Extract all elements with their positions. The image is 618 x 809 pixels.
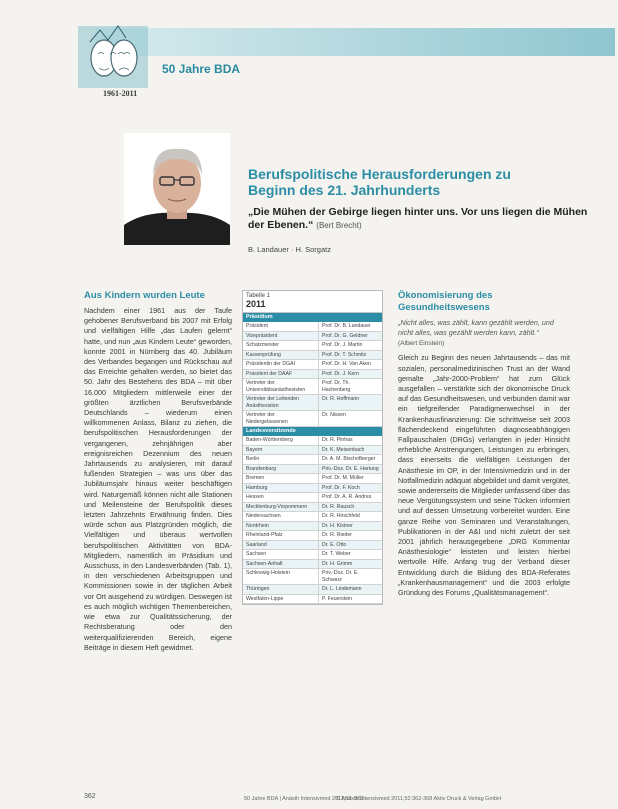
- table-row: [243, 493, 382, 503]
- table-row: [243, 446, 382, 456]
- table-cell-name: Dr. R. Rausch: [322, 503, 355, 510]
- table-body: [243, 313, 382, 604]
- table-row: [243, 351, 382, 361]
- table-year: 2011: [243, 299, 382, 313]
- table-cell-role: Baden-Württemberg: [243, 436, 319, 445]
- logo-years: 1961-2011: [103, 89, 138, 98]
- table-row: [243, 360, 382, 370]
- table-cell-role: Präsident der DAAF: [243, 370, 319, 379]
- table-cell-name: Dr. R. Hirschfeld: [322, 513, 360, 519]
- table-cell-name: Dr. R. Hoffmann: [322, 396, 360, 402]
- table-cell-name: Prof. Dr. F. Koch: [322, 484, 360, 491]
- table-cell-role: Vizepräsident: [243, 332, 319, 341]
- left-body: Nachdem einer 1961 aus der Taufe gehobener Berufsverband bis 2007 mit Erfolg und vielfältigen Hilfe „das Laufen gelernt“ hatte, und nun „aus Kindern Leute“ geworden, konnte 2001 in Nürnberg das 40. Jubiläum des Verbandes begangen und Rückschau auf das Erreichte gehalten werden, so bietet das 50. Jahr des Bestehens des BDA – mit über 16.000 Mitgliedern mittlerweile einer der größten ärztlichen Berufsverbände Deutschlands – wiederum einen willkommenen Anlass, Bilanz zu ziehen, die berufspolitischen Herausforderungen der vergangenen, zehnjährigen aber ereignisreichen Dezennium des neuen Jahrtausends zu analysieren, mit darauf fußenden Strategien – was uns über das Jubiläumsjahr hinaus weiter beschäftigen wird. Naturgemäß können nicht alle Stationen und Meilensteine der Berufspolitik dieses letzten Jahrzehnts Erwähnung finden. Dies würde schon aus Platzgründen möglich, die Vielfältigen und überaus wertvollen berufspolitischen Aktivitäten von BDA-Mitgliedern, namentlich im Präsidium und Ausschuss, in den Landesverbänden (Tab. 1), in den verschiedenen Arbeitsgruppen und Kommissionen sowie in der täglichen Arbeit vor Ort ausgehend zu würdigen. Deswegen ist es auch möglich wichtigen Themenbereichen, wie etwa zur Qualitätssicherung, der Rechtsberatung oder den weiterqualifizierenden Bereich, eigene Beiträge in diesem Heft gewidmet.: [84, 306, 232, 652]
- table-row: [243, 503, 382, 513]
- table-row: [243, 474, 382, 484]
- table-row: [243, 560, 382, 570]
- table-group-header: Landesvorsitzende: [243, 427, 382, 436]
- table-row: [243, 541, 382, 551]
- jubilee-label: 50 Jahre BDA: [162, 62, 241, 76]
- table-cell-role: Kassenprüfung: [243, 351, 319, 360]
- header-band: [95, 28, 615, 56]
- table-cell-role: Präsidentin der DGAI: [243, 360, 319, 369]
- table-cell-role: Westfalen-Lippe: [243, 595, 319, 604]
- table-group-header: Präsidium: [243, 313, 382, 322]
- table-cell-name: Dr. R. Rieder: [322, 532, 352, 538]
- table-cell-name: Dr. Nissen: [322, 412, 346, 418]
- table-cell-role: Berlin: [243, 455, 319, 464]
- footer-publisher: © Anästh Intensivmed 2011;52:362-368 Aktiv Druck & Verlag GmbH: [336, 796, 502, 802]
- table-cell-role: Schleswig-Holstein: [243, 569, 319, 584]
- table-cell-name: Dr. H. Grimm: [322, 560, 353, 567]
- table-row: [243, 455, 382, 465]
- table-row: [243, 411, 382, 427]
- quote-text: „Die Mühen der Gebirge liegen hinter uns. Vor uns liegen die Mühen der Ebenen.“: [248, 206, 588, 231]
- table-row: [243, 322, 382, 332]
- table-row: [243, 595, 382, 605]
- table-row: [243, 370, 382, 380]
- table-row: [243, 531, 382, 541]
- committee-table: [242, 290, 383, 605]
- table-row: [243, 436, 382, 446]
- table-cell-name: Priv.-Doz. Dr. E. Hartung: [322, 465, 379, 472]
- table-cell-name: Prof. Dr. T. Schmitz: [322, 351, 367, 358]
- table-row: [243, 332, 382, 342]
- table-cell-name: Dr. T. Weber: [322, 551, 351, 557]
- article-quote: [248, 206, 588, 232]
- table-cell-name: Dr. L. Lindemann: [322, 586, 362, 592]
- table-row: [243, 484, 382, 494]
- table-cell-role: Sachsen-Anhalt: [243, 560, 319, 569]
- article-authors: B. Landauer · H. Sorgatz: [248, 245, 331, 254]
- table-cell-name: Prof. Dr. B. Landauer: [322, 323, 371, 329]
- article-title: Berufspolitische Herausforderungen zu Beginn des 21. Jahrhunderts: [248, 166, 511, 198]
- table-cell-name: Prof. Dr. J. Martin: [322, 342, 363, 348]
- table-cell-role: Vertreter der Niedergelassenen: [243, 411, 319, 426]
- table-caption: Tabelle 1: [246, 293, 271, 299]
- table-cell-name: Dr. E. Otto: [322, 541, 347, 548]
- table-cell-role: Präsident: [243, 322, 319, 331]
- table-cell-name: Prof. Dr. H. Van Aken: [322, 361, 371, 367]
- table-cell-name: Prof. Dr. Th. Hachenberg: [322, 380, 351, 393]
- table-cell-name: Prof. Dr. A. R. Andres: [322, 494, 372, 500]
- table-cell-name: Dr. H. Kistner: [322, 522, 353, 529]
- table-row: [243, 585, 382, 595]
- table-cell-name: Dr. K. Meisenbach: [322, 446, 365, 453]
- table-cell-role: Schatzmeister: [243, 341, 319, 350]
- table-row: [243, 569, 382, 585]
- table-cell-role: Thüringen: [243, 585, 319, 594]
- table-row: [243, 512, 382, 522]
- table-cell-name: Prof. Dr. G. Geldner: [322, 332, 368, 339]
- footer-journal: 50 Jahre BDA | Anästh Intensivmed 2011;52: 362: [244, 796, 364, 802]
- table-cell-role: Mecklenburg-Vorpommern: [243, 503, 319, 512]
- table-cell-name: Dr. A. M. Bischofberger: [322, 456, 376, 462]
- right-heading: Ökonomisierung des Gesundheitswesens: [398, 290, 493, 313]
- table-cell-role: Hessen: [243, 493, 319, 502]
- table-cell-name: Dr. R. Pinhas: [322, 437, 353, 443]
- table-cell-role: Nordrhein: [243, 522, 319, 531]
- table-cell-name: Prof. Dr. M. Müller: [322, 475, 364, 481]
- page-number: 362: [84, 793, 96, 800]
- einstein-source: (Albert Einstein): [398, 340, 445, 348]
- left-heading: Aus Kindern wurden Leute: [84, 290, 205, 301]
- table-cell-role: Vertreter der Universitätsanästhesisten: [243, 379, 319, 394]
- table-cell-role: Brandenburg: [243, 465, 319, 474]
- table-cell-role: Rheinland-Pfalz: [243, 531, 319, 540]
- table-cell-role: Bayern: [243, 446, 319, 455]
- einstein-quote: „Nicht alles, was zählt, kann gezählt werden, und nicht alles, was gezählt werden kann, zählt.“: [398, 318, 554, 338]
- table-row: [243, 341, 382, 351]
- table-cell-role: Hamburg: [243, 484, 319, 493]
- table-cell-role: Niedersachsen: [243, 512, 319, 521]
- table-row: [243, 379, 382, 395]
- quote-source: (Bert Brecht): [316, 221, 362, 230]
- table-row: [243, 395, 382, 411]
- author-portrait: [124, 133, 230, 245]
- table-cell-role: Bremen: [243, 474, 319, 483]
- left-column: [84, 290, 232, 653]
- table-cell-name: Prof. Dr. J. Kern: [322, 370, 359, 377]
- table-row: [243, 522, 382, 532]
- table-cell-name: P. Feuerstein: [322, 595, 353, 602]
- right-body: Gleich zu Beginn des neuen Jahrtausends – das mit sozialen, personalmedizinischen Trust an der Wand gemalte „Jahr-2000-Problem“ hat zum Glück ausgefallen – verstärkte sich der ökonomische Druck auf das Gesundheitswesen, und verbunden damit war ein tiefgreifender Paradigmenwechsel in der Krankenhausfinanzierung: Die schrittweise seit 2003 flächendeckend eingeführten diagnoseabhängigen Fallpauschalen (DRGs) verlangten in jeder Hinsicht erhebliche Anstrengungen, Leistungen zu erbringen, dass einerseits die vielfältigen Leistungen der Anästhesie im OP, in der Intensivmedizin und in der Notfallmedizin adäquat abgebildet und damit vergütet, sowie andererseits die Mitglieder umfassend über das neue Vergütungssystem und seine Tücken informiert und auf dessen Umsetzung vorbereitet wurden. Eine ganze Reihe von Seminaren und Veranstaltungen, Publikationen in der A&I und nicht zuletzt der seit 2001 jährlich herausgegebene „DRG Kommentar Anästhesiologie“ leisteten und leisten hierbei wertvolle Hilfe. Anfang trug der Verband dieser Entwicklung durch die Bildung des BDA-Referates „Krankenhausmanagement“ und die 2003 erfolgte Gründung des Forums „Qualitätsmanagement“.: [398, 353, 570, 598]
- table-cell-role: Saarland: [243, 541, 319, 550]
- table-cell-role: Sachsen: [243, 550, 319, 559]
- table-row: [243, 465, 382, 475]
- table-cell-name: Priv.-Doz. Dr. E. Schwarz: [322, 570, 359, 583]
- right-column: [398, 290, 570, 598]
- table-row: [243, 550, 382, 560]
- table-cell-role: Vertreter der Leitenden Anästhesisten: [243, 395, 319, 410]
